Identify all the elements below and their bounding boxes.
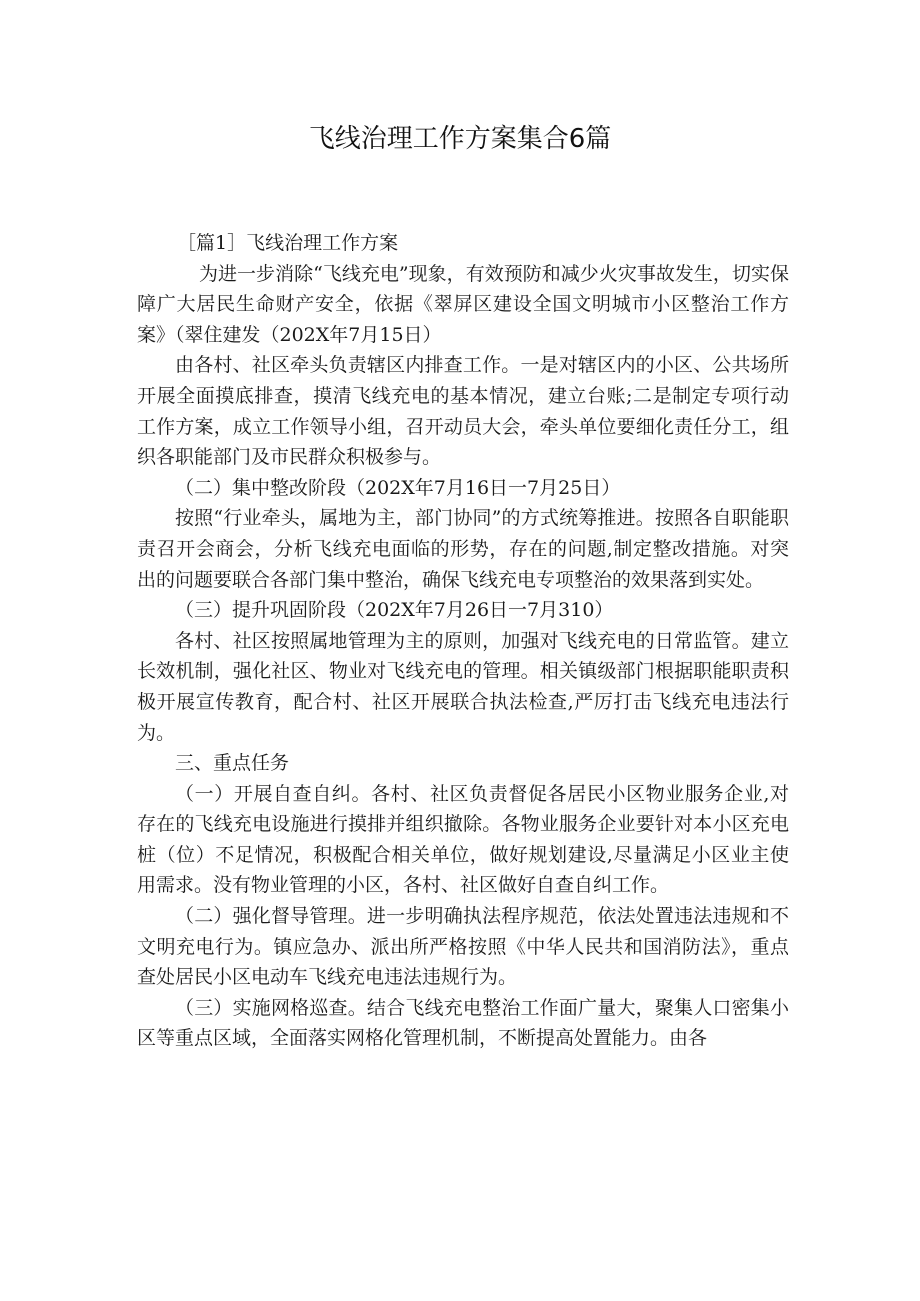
section-heading-1: ［篇1］飞线治理工作方案 [177, 232, 399, 254]
document-body [137, 228, 789, 1054]
paragraph-8: （一）开展自查自纠。各村、社区负责督促各居民小区物业服务企业,对存在的飞线充电设施进行摸排并组织撤除。各物业服务企业要针对本小区充电桩（位）不足情况，积极配合相关单位，做好规划建设,尽量满足小区业主使用需求。没有物业管理的小区，各村、社区做好自查自纠工作。 [137, 782, 789, 897]
paragraph-9: （二）强化督导管理。进一步明确执法程序规范，依法处置违法违规和不文明充电行为。镇应急办、派出所严格按照《中华人民共和国消防法》，重点查处居民小区电动车飞线充电违法违规行为。 [137, 905, 789, 989]
paragraph-6: 各村、社区按照属地管理为主的原则，加强对飞线充电的日常监管。建立长效机制，强化社区、物业对飞线充电的管理。相关镇级部门根据职能职责积极开展宣传教育，配合村、社区开展联合执法检查,严厉打击飞线充电违法行为。 [137, 629, 789, 744]
paragraph-1: 为进一步消除“飞线充电”现象，有效预防和减少火灾事故发生，切实保障广大居民生命财产安全，依据《翠屏区建设全国文明城市小区整治工作方案》（翠住建发（202X年7月15日） [137, 262, 789, 346]
document-title: 飞线治理工作方案集合6篇 [308, 124, 612, 154]
paragraph-4: 按照“行业牵头，属地为主，部门协同”的方式统筹推进。按照各自职能职责召开会商会，分析飞线充电面临的形势，存在的问题,制定整改措施。对突出的问题要联合各部门集中整治，确保飞线充电专项整治的效果落到实处。 [137, 507, 789, 591]
paragraph-3: （二）集中整改阶段（202X年7月16日一7月25日） [175, 476, 621, 499]
paragraph-5: （三）提升巩固阶段（202X年7月26日一7月310） [175, 599, 614, 622]
paragraph-2: 由各村、社区牵头负责辖区内排查工作。一是对辖区内的小区、公共场所开展全面摸底排查，摸清飞线充电的基本情况，建立台账;二是制定专项行动工作方案，成立工作领导小组，召开动员大会，牵头单位要细化责任分工，组织各职能部门及市民群众积极参与。 [137, 354, 789, 469]
paragraph-10: （三）实施网格巡查。结合飞线充电整治工作面广量大，聚集人口密集小区等重点区域，全面落实网格化管理机制，不断提高处置能力。由各 [137, 996, 789, 1050]
paragraph-7: 三、重点任务 [175, 752, 290, 775]
